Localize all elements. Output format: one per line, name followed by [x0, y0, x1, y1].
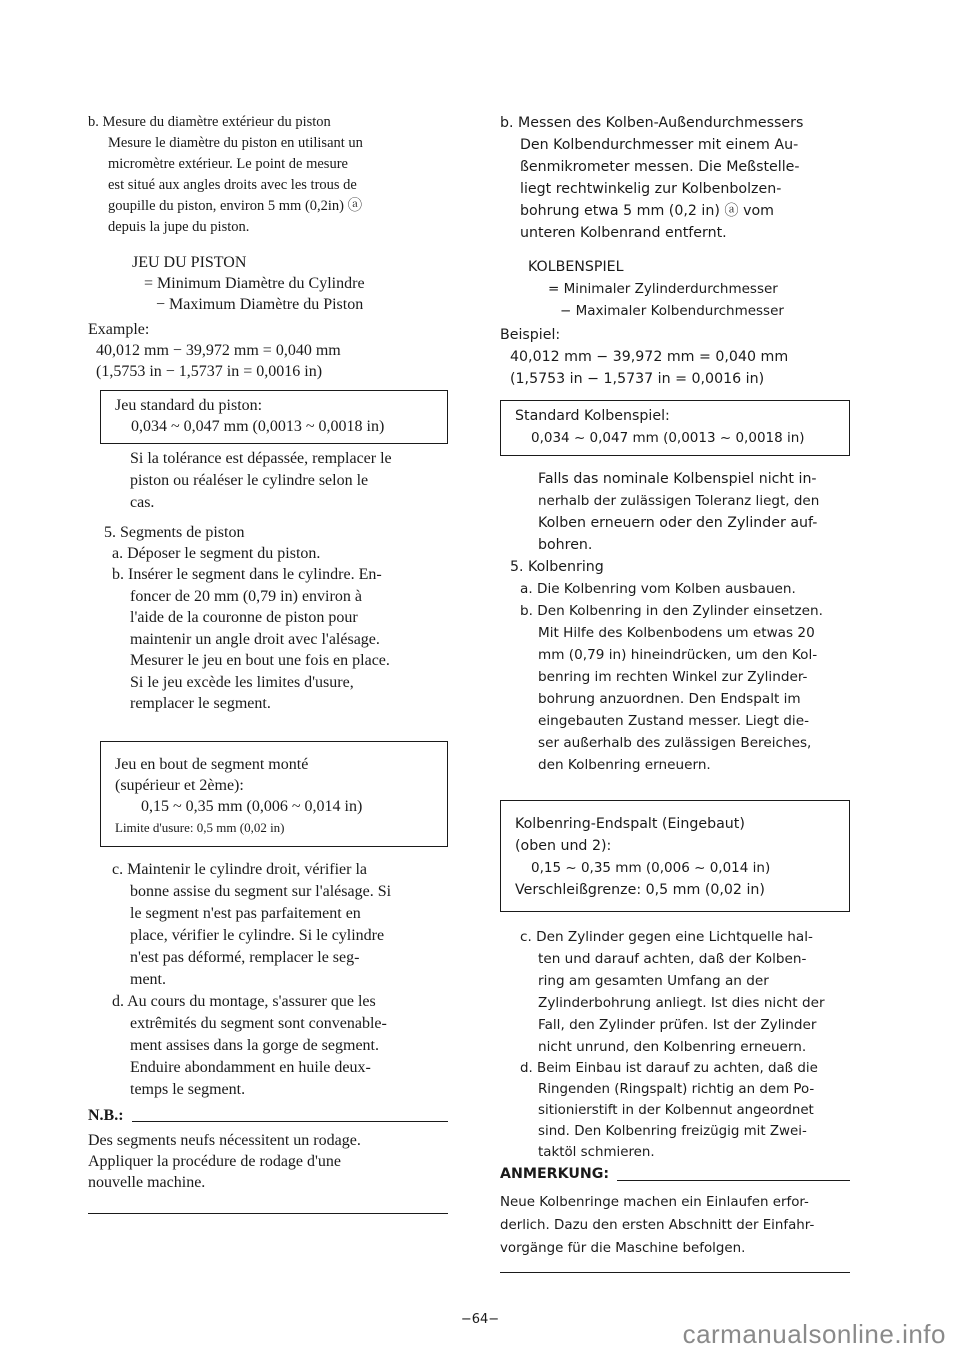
de-text-line: bohren.: [538, 537, 593, 553]
fr-text-line: extrêmités du segment sont convenable-: [130, 1014, 387, 1032]
fr-nb-text: [88, 1130, 448, 1193]
de-formula-line-2: − Maximaler Kolbendurchmesser: [560, 303, 784, 319]
fr-text-line: n'est pas déformé, remplacer le seg-: [130, 948, 360, 966]
fr-formula-line-1: = Minimum Diamètre du Cylindre: [144, 275, 365, 292]
de-text-line: sind. Den Kolbenring freizügig mit Zwei-: [538, 1124, 807, 1139]
de-box1-line-1: Standard Kolbenspiel:: [515, 408, 670, 424]
de-formula-line-1: = Minimaler Zylinderdurchmesser: [548, 281, 778, 297]
de-box2-line-1: Kolbenring-Endspalt (Eingebaut): [515, 816, 745, 832]
de-box1-line-2: 0,034 ~ 0,047 mm (0,0013 ~ 0,0018 in): [531, 430, 805, 446]
fr-spec-box-1: [100, 390, 448, 444]
fr-text-line: Appliquer la procédure de rodage d'une: [88, 1152, 341, 1170]
german-column: [500, 112, 850, 1273]
de-text-line: den Kolbenring erneuern.: [538, 757, 711, 773]
de-text-line: Fall, den Zylinder prüfen. Ist der Zylinder: [538, 1017, 817, 1033]
de-b-line: Den Kolbendurchmesser mit einem Au-: [520, 137, 799, 153]
de-b-line: unteren Kolbenrand entfernt.: [520, 225, 727, 241]
de-item-5b: [500, 600, 850, 776]
fr-text-line: Des segments neufs nécessitent un rodage.: [88, 1131, 361, 1149]
fr-box2-line-4: Limite d'usure: 0,5 mm (0,02 in): [115, 819, 285, 835]
fr-text-line: remplacer le segment.: [130, 695, 271, 712]
fr-nb-label: N.B.:: [88, 1106, 124, 1124]
de-text-line: eingebauten Zustand messer. Liegt die-: [538, 713, 809, 729]
de-example-line-1: 40,012 mm − 39,972 mm = 0,040 mm: [510, 349, 789, 365]
de-example-line-2: (1,5753 in − 1,5737 in = 0,0016 in): [510, 371, 765, 387]
fr-b-body: [88, 133, 448, 238]
de-item-5c: [500, 926, 850, 1058]
fr-box2-line-2: (supérieur et 2ème):: [115, 776, 244, 794]
french-column: [88, 112, 448, 1214]
fr-text-line: cas.: [130, 494, 155, 511]
de-nb-heading: [500, 1163, 850, 1185]
fr-formula-line-2: − Maximum Diamètre du Piston: [156, 296, 364, 313]
fr-text-line: d. Au cours du montage, s'assurer que les: [112, 992, 376, 1010]
fr-text-line: le segment n'est pas parfaitement en: [130, 904, 361, 922]
fr-example-line-2: (1,5753 in − 1,5737 in = 0,0016 in): [96, 363, 323, 380]
fr-box1-line-2: 0,034 ~ 0,047 mm (0,0013 ~ 0,0018 in): [131, 418, 385, 435]
fr-b-title: b. Mesure du diamètre extérieur du piston: [88, 114, 331, 130]
de-text-line: ser außerhalb des zulässigen Bereiches,: [538, 735, 812, 751]
fr-b-line: depuis la jupe du piston.: [108, 219, 250, 235]
fr-formula-title: JEU DU PISTON: [132, 254, 247, 271]
fr-text-line: c. Maintenir le cylindre droit, vérifier la: [112, 860, 368, 878]
de-b-body: [500, 134, 850, 244]
de-box2-line-4: Verschleißgrenze: 0,5 mm (0,02 in): [515, 882, 765, 898]
de-box2-line-3: 0,15 ~ 0,35 mm (0,006 ~ 0,014 in): [531, 860, 771, 876]
fr-item-5b: [88, 564, 448, 715]
de-text-line: Ringenden (Ringspalt) richtig an dem Po-: [538, 1082, 815, 1097]
fr-text-line: ment assises dans la gorge de segment.: [130, 1036, 379, 1054]
fr-text-line: Enduire abondamment en huile deux-: [130, 1058, 371, 1076]
de-nb-label: ANMERKUNG:: [500, 1166, 610, 1182]
fr-b-line: goupille du piston, environ 5 mm (0,2in) ⓐ: [108, 198, 363, 214]
fr-text-line: Si la tolérance est dépassée, remplacer le: [130, 450, 392, 467]
fr-text-line: piston ou réaléser le cylindre selon le: [130, 472, 369, 489]
fr-b-line: Mesure le diamètre du piston en utilisant un: [108, 135, 363, 151]
de-spec-box-1: [500, 400, 850, 456]
de-text-line: Zylinderbohrung anliegt. Ist dies nicht der: [538, 995, 825, 1011]
fr-text-line: l'aide de la couronne de piston pour: [130, 609, 358, 626]
de-b-line: bohrung etwa 5 mm (0,2 in) ⓐ vom: [520, 203, 774, 219]
de-text-line: benring im rechten Winkel zur Zylinder-: [538, 669, 808, 685]
de-text-line: nicht unrund, den Kolbenring erneuern.: [538, 1039, 807, 1055]
de-item-5: 5. Kolbenring: [510, 559, 604, 575]
fr-box1-line-1: Jeu standard du piston:: [115, 397, 263, 414]
fr-text-line: b. Insérer le segment dans le cylindre. En-: [112, 566, 382, 583]
de-text-line: nerhalb der zulässigen Toleranz liegt, den: [538, 493, 820, 509]
de-after-box1: [500, 468, 850, 556]
fr-end-rule: [88, 1213, 448, 1214]
de-text-line: c. Den Zylinder gegen eine Lichtquelle hal-: [520, 929, 813, 945]
fr-text-line: ment.: [130, 970, 166, 988]
fr-b-line: micromètre extérieur. Le point de mesure: [108, 156, 348, 172]
fr-item-5d: [88, 991, 448, 1101]
de-text-line: b. Den Kolbenring in den Zylinder einsetzen.: [520, 603, 823, 619]
fr-text-line: Si le jeu excède les limites d'usure,: [130, 673, 354, 691]
de-spec-box-2: [500, 800, 850, 912]
de-nb-rule: [617, 1168, 850, 1181]
de-item-5a: a. Die Kolbenring vom Kolben ausbauen.: [520, 581, 796, 597]
de-text-line: d. Beim Einbau ist darauf zu achten, daß die: [520, 1061, 818, 1076]
de-text-line: bohrung anzuordnen. Den Endspalt im: [538, 691, 801, 707]
de-text-line: sitionierstift in der Kolbennut angeordnet: [538, 1103, 814, 1118]
watermark: carmanualsonline.info: [682, 1319, 946, 1349]
de-text-line: ring am gesamten Umfang an der: [538, 973, 769, 989]
fr-spec-box-2: [100, 741, 448, 847]
fr-nb-heading: [88, 1105, 448, 1126]
de-b-line: liegt rechtwinkelig zur Kolbenbolzen-: [520, 181, 782, 197]
fr-box2-line-3: 0,15 ~ 0,35 mm (0,006 ~ 0,014 in): [141, 797, 363, 815]
de-text-line: Kolben erneuern oder den Zylinder auf-: [538, 515, 818, 531]
fr-text-line: foncer de 20 mm (0,79 in) environ à: [130, 587, 362, 605]
fr-text-line: Mesurer le jeu en bout une fois en place.: [130, 652, 390, 669]
fr-text-line: temps le segment.: [130, 1080, 246, 1098]
de-text-line: derlich. Dazu den ersten Abschnitt der Einfahr-: [500, 1218, 815, 1233]
fr-text-line: maintenir un angle droit avec l'alésage.: [130, 630, 380, 648]
de-text-line: Falls das nominale Kolbenspiel nicht in-: [538, 471, 817, 487]
de-nb-text: [500, 1191, 850, 1260]
fr-box2-line-1: Jeu en bout de segment monté: [115, 755, 309, 773]
fr-text-line: place, vérifier le cylindre. Si le cylindre: [130, 926, 385, 944]
fr-text-line: nouvelle machine.: [88, 1173, 206, 1191]
de-text-line: Mit Hilfe des Kolbenbodens um etwas 20: [538, 625, 815, 641]
fr-item-5a: a. Déposer le segment du piston.: [112, 545, 321, 562]
de-b-title: b. Messen des Kolben-Außendurchmessers: [500, 115, 804, 131]
de-text-line: mm (0,79 in) hineindrücken, um den Kol-: [538, 647, 818, 663]
de-end-rule: [500, 1272, 850, 1273]
fr-nb-rule: [132, 1109, 448, 1122]
de-item-5d: [500, 1058, 850, 1163]
fr-text-line: bonne assise du segment sur l'alésage. Si: [130, 882, 392, 900]
fr-item-5: 5. Segments de piston: [104, 524, 245, 541]
fr-example-label: Example:: [88, 321, 150, 338]
de-example-label: Beispiel:: [500, 327, 561, 343]
page-number: −64−: [460, 1312, 500, 1327]
fr-item-5c: [88, 859, 448, 991]
de-formula-title: KOLBENSPIEL: [528, 259, 624, 275]
de-text-line: Neue Kolbenringe machen ein Einlaufen erfor-: [500, 1195, 809, 1210]
de-text-line: ten und darauf achten, daß der Kolben-: [538, 951, 807, 967]
fr-after-box1: [88, 448, 448, 514]
de-text-line: vorgänge für die Maschine befolgen.: [500, 1241, 746, 1256]
fr-b-line: est situé aux angles droits avec les trous de: [108, 177, 357, 193]
de-box2-line-2: (oben und 2):: [515, 838, 612, 854]
de-b-line: ßenmikrometer messen. Die Meßstelle-: [520, 159, 800, 175]
de-text-line: taktöl schmieren.: [538, 1145, 655, 1160]
fr-example-line-1: 40,012 mm − 39,972 mm = 0,040 mm: [96, 342, 341, 359]
